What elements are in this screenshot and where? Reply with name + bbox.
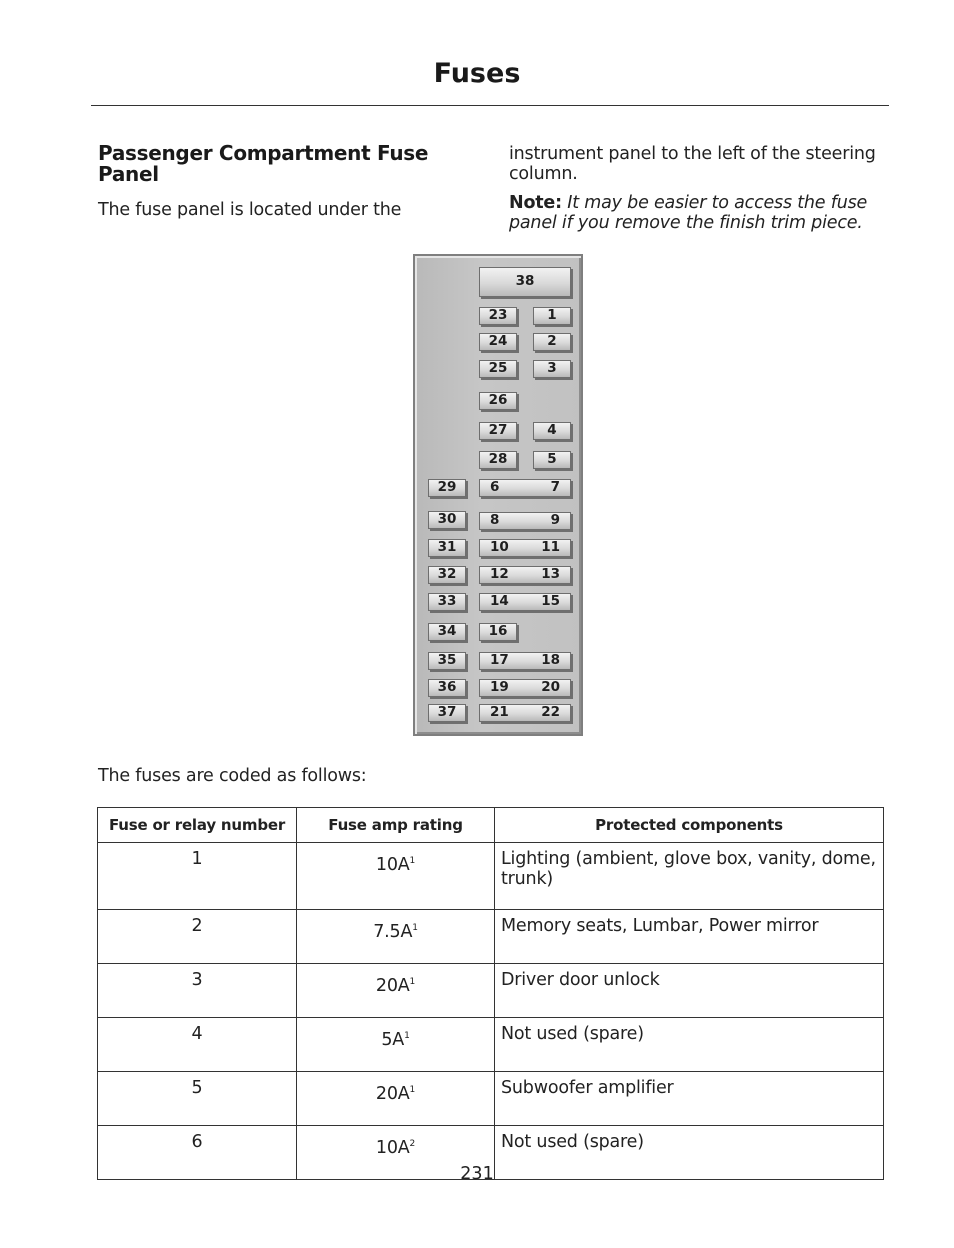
fuse-label: 38 xyxy=(515,273,535,290)
fuse-label: 37 xyxy=(437,704,457,721)
fuse-29 xyxy=(428,479,466,497)
fuse-25 xyxy=(479,360,517,378)
fuse-14-15 xyxy=(479,593,571,611)
fuse-label: 26 xyxy=(488,392,508,409)
fuse-23 xyxy=(479,307,517,325)
fuse-21-22 xyxy=(479,704,571,722)
section-heading: Passenger Compartment Fuse Panel xyxy=(98,141,429,186)
amp-value: 5A xyxy=(381,1030,405,1050)
fuse-label: 20 xyxy=(541,679,560,696)
fuse-number-cell: 1 xyxy=(98,843,297,910)
fuse-10-11 xyxy=(479,539,571,557)
note xyxy=(509,193,894,233)
amp-rating-cell xyxy=(297,843,495,910)
fuse-28 xyxy=(479,451,517,469)
title-divider xyxy=(91,105,889,106)
table-row xyxy=(98,843,884,910)
fuse-label: 7 xyxy=(550,479,560,496)
fuse-24 xyxy=(479,333,517,351)
fuse-38 xyxy=(479,267,571,297)
fuse-19-20 xyxy=(479,679,571,697)
table-header-row xyxy=(98,808,884,843)
fuse-16 xyxy=(479,623,517,641)
fuse-label: 19 xyxy=(490,679,509,696)
fuse-label: 13 xyxy=(541,566,560,583)
fuse-label: 4 xyxy=(547,422,557,439)
fuse-label: 35 xyxy=(437,652,457,669)
fuse-label: 11 xyxy=(541,539,560,556)
page-number: 231 xyxy=(460,1164,494,1184)
amp-rating-cell xyxy=(297,910,495,964)
fuse-label: 10 xyxy=(490,539,509,556)
fuse-label: 2 xyxy=(547,333,557,350)
footnote-marker: 1 xyxy=(409,856,416,866)
fuse-33 xyxy=(428,593,466,611)
fuse-label: 9 xyxy=(550,512,560,529)
fuse-35 xyxy=(428,652,466,670)
component-cell: Driver door unlock xyxy=(495,964,884,1018)
fuse-1 xyxy=(533,307,571,325)
fuse-table xyxy=(97,807,884,1180)
fuse-label: 17 xyxy=(490,652,509,669)
fuse-26 xyxy=(479,392,517,410)
fuse-17-18 xyxy=(479,652,571,670)
fuse-label: 25 xyxy=(488,360,508,377)
amp-value: 7.5A xyxy=(373,922,413,942)
fuse-label: 27 xyxy=(488,422,508,439)
fuse-label: 12 xyxy=(490,566,509,583)
fuse-label: 3 xyxy=(547,360,557,377)
fuse-37 xyxy=(428,704,466,722)
fuse-label: 16 xyxy=(488,623,508,640)
header-protected-components: Protected components xyxy=(495,808,884,843)
fuse-label: 33 xyxy=(437,593,457,610)
fuse-4 xyxy=(533,422,571,440)
fuse-label: 6 xyxy=(490,479,500,496)
fuse-label: 30 xyxy=(437,511,457,528)
fuse-3 xyxy=(533,360,571,378)
fuse-label: 14 xyxy=(490,593,509,610)
footnote-marker: 1 xyxy=(404,1031,410,1041)
fuse-label: 32 xyxy=(437,566,457,583)
component-cell: Not used (spare) xyxy=(495,1018,884,1072)
fuse-34 xyxy=(428,623,466,641)
fuse-5 xyxy=(533,451,571,469)
footnote-marker: 1 xyxy=(409,977,416,987)
amp-value: 20A xyxy=(375,976,410,996)
fuse-label: 18 xyxy=(541,652,560,669)
fuse-label: 31 xyxy=(437,539,457,556)
table-row xyxy=(98,1072,884,1126)
component-cell: Memory seats, Lumbar, Power mirror xyxy=(495,910,884,964)
fuse-label: 29 xyxy=(437,479,457,496)
table-row xyxy=(98,910,884,964)
amp-rating-cell xyxy=(297,1072,495,1126)
intro-text-left: The fuse panel is located under the xyxy=(98,200,402,220)
fuse-panel-diagram xyxy=(413,254,583,736)
fuse-number-cell: 6 xyxy=(98,1126,297,1180)
amp-rating-cell xyxy=(297,1018,495,1072)
fuse-label: 15 xyxy=(541,593,560,610)
component-cell: Not used (spare) xyxy=(495,1126,884,1180)
fuse-2 xyxy=(533,333,571,351)
amp-value: 10A xyxy=(375,1138,410,1158)
fuse-6-7 xyxy=(479,479,571,497)
header-fuse-number: Fuse or relay number xyxy=(98,808,297,843)
fuse-label: 5 xyxy=(547,451,557,468)
amp-rating-cell xyxy=(297,964,495,1018)
fuse-label: 8 xyxy=(490,512,500,529)
component-cell: Subwoofer amplifier xyxy=(495,1072,884,1126)
note-text: It may be easier to access the fuse panel if you remove the finish trim piece. xyxy=(509,193,868,233)
fuse-30 xyxy=(428,511,466,529)
footnote-marker: 1 xyxy=(409,1085,416,1095)
fuse-31 xyxy=(428,539,466,557)
fuse-36 xyxy=(428,679,466,697)
fuse-label: 1 xyxy=(547,307,557,324)
fuse-number-cell: 2 xyxy=(98,910,297,964)
amp-value: 10A xyxy=(375,855,410,875)
fuse-27 xyxy=(479,422,517,440)
note-label: Note: xyxy=(509,193,562,213)
coded-intro-text: The fuses are coded as follows: xyxy=(98,766,367,786)
amp-value: 20A xyxy=(375,1084,410,1104)
fuse-label: 21 xyxy=(490,704,509,721)
footnote-marker: 1 xyxy=(412,923,418,933)
fuse-number-cell: 5 xyxy=(98,1072,297,1126)
fuse-32 xyxy=(428,566,466,584)
fuse-number-cell: 3 xyxy=(98,964,297,1018)
fuse-8-9 xyxy=(479,512,571,530)
component-cell: Lighting (ambient, glove box, vanity, dome, trunk) xyxy=(495,843,884,910)
footnote-marker: 2 xyxy=(409,1139,416,1149)
fuse-label: 34 xyxy=(437,623,457,640)
fuse-label: 22 xyxy=(541,704,560,721)
fuse-label: 24 xyxy=(488,333,508,350)
fuse-label: 28 xyxy=(488,451,508,468)
table-row xyxy=(98,964,884,1018)
fuse-12-13 xyxy=(479,566,571,584)
page-title: Fuses xyxy=(433,58,521,89)
intro-text-right: instrument panel to the left of the steering column. xyxy=(509,144,876,184)
fuse-label: 36 xyxy=(437,679,457,696)
fuse-number-cell: 4 xyxy=(98,1018,297,1072)
fuse-label: 23 xyxy=(488,307,508,324)
header-amp-rating: Fuse amp rating xyxy=(297,808,495,843)
table-row xyxy=(98,1018,884,1072)
